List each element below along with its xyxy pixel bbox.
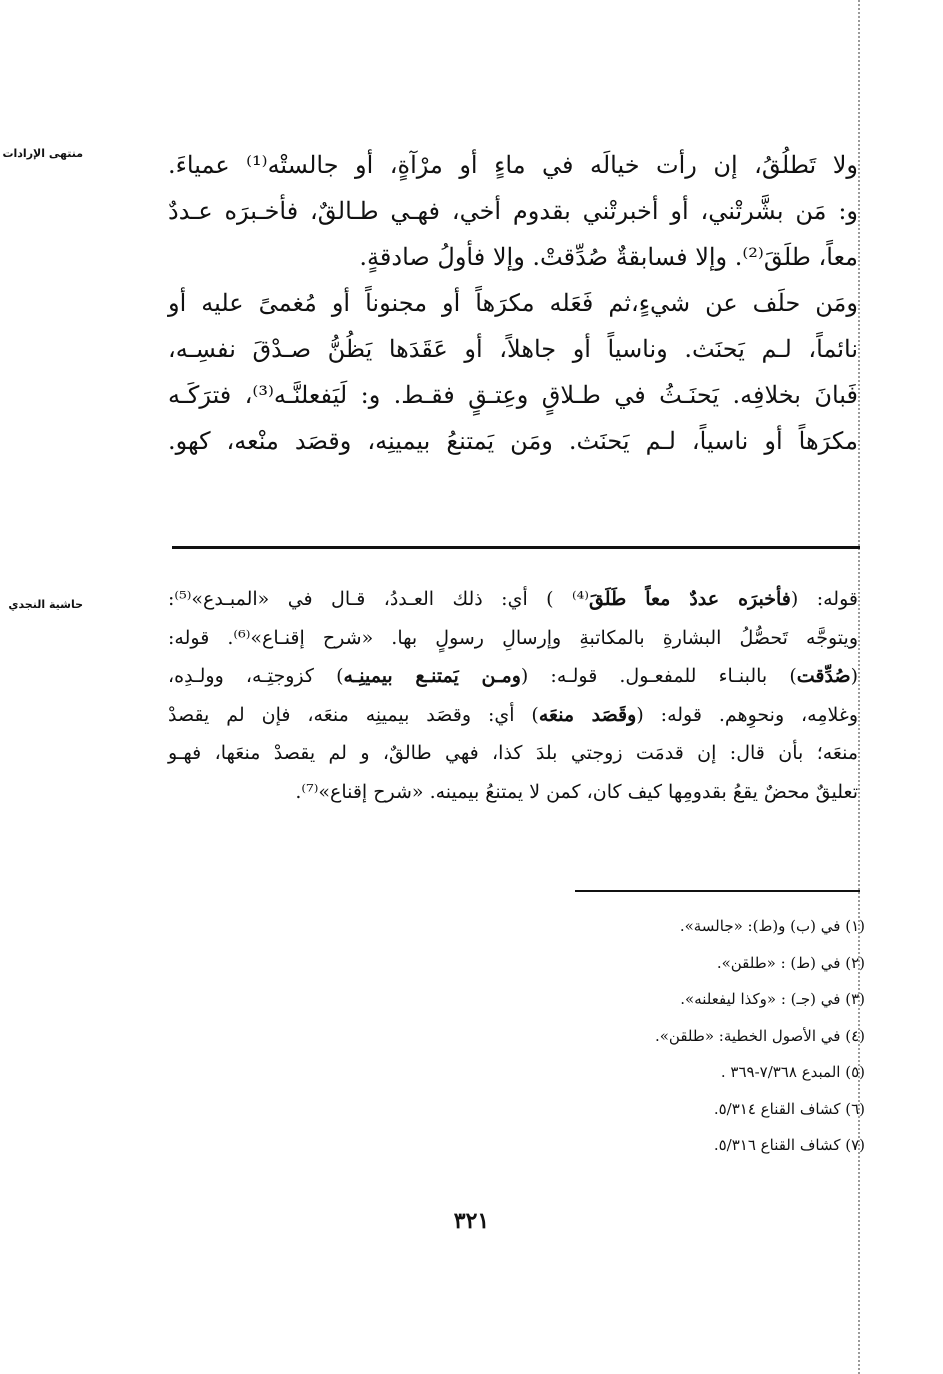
commentary-text: وغلامِه، ونحوِهم. قوله: ( [636, 703, 858, 726]
footnote-item: (١) في (ب) و(ط): «جالسة». [679, 917, 865, 935]
commentary-text: منعَه؛ بأن قال: إن قدمَت زوجتي بلدَ كذا، فهي طالقٌ، و لم يقصدْ منعَها، فهـو [168, 742, 858, 764]
footnote-item: (٦) كشاف القناع ٥/٣١٤. [713, 1099, 865, 1118]
footnote-item: (٧) كشاف القناع ٥/٣١٦. [713, 1136, 865, 1154]
quoted-phrase: فأخبرَه عددٌ معاً طَلَقَ [588, 588, 791, 610]
main-text-line: ولا تَطلُقُ، إن رأت خيالَه في ماءٍ أو مرْآةٍ، أو جالستْه⁽¹⁾ عمياءَ. [168, 151, 858, 179]
main-text-line: مكرَهاً أو ناسياً، لـم يَحنَث. ومَن يَمتنعُ بيمينِه، وقصَد منْعه، كهو. [168, 427, 858, 455]
quoted-phrase: وقَصَد منعَه [538, 703, 637, 726]
commentary-text: قوله: ( [790, 588, 858, 610]
margin-label-main: منتهى الإرادات [2, 147, 83, 160]
commentary-text: ( [850, 665, 859, 687]
main-text-line: ومَن حلَف عن شيءٍ،ثم فَعَله مكرَهاً أو مجنوناً أو مُغمىً عليه أو [168, 289, 858, 317]
commentary-text: ويتوجَّه تَحصُّلُ البشارةِ بالمكاتبةِ وإرسالِ رسولٍ بها. «شرح إقنـاع»⁽⁶⁾. قوله: [168, 626, 858, 649]
margin-dotted-rule [858, 0, 860, 1374]
quoted-phrase: ومـن يَمتنـع بيمينِـه [343, 665, 521, 687]
footnote-item: (٤) في الأصول الخطية: «طلقن». [654, 1026, 865, 1045]
commentary-text: ) بالبنـاء للمفعـول. قولـه: ( [520, 665, 797, 687]
footnote-item: (٥) المبدع ٧/٣٦٨-٣٦٩ . [720, 1063, 865, 1081]
footnote-item: (٢) في (ط) : «طلقن». [716, 953, 865, 972]
main-text-line: و: مَن بشَّرتْني، أو أخبرتْني بقدوم أخي، فهـي طـالقٌ، فأخـبرَه عـددٌ [168, 197, 858, 225]
margin-label-commentary: حاشية النجدي [8, 598, 83, 611]
main-text-line: فَبانَ بخلافِه. يَحنَـثُ في طـلاقٍ وعِتـقٍ فقـط. و: لَيَفعلنَّـه⁽³⁾، فترَكَـه [168, 381, 858, 409]
section-divider [172, 546, 860, 549]
main-text-line: نائماً، لـم يَحنَث. وناسياً أو جاهلاً، أو عَقَدَها يَظُنُّ صـدْقَ نفسِـه، [168, 335, 858, 363]
commentary-text: ) أي: وقصَد بيمينِه منعَه، فإن لم يقصدْ [168, 703, 539, 726]
commentary-text: ) كزوجتِـه، وولـدِه، [168, 665, 344, 687]
commentary-line [168, 734, 858, 773]
footnotes-block [655, 908, 865, 1164]
footnote-item: (٣) في (جـ) : «وكذا ليفعلنه». [680, 990, 865, 1008]
commentary-line [168, 657, 858, 696]
commentary-text: ⁽⁴⁾ ) أي: ذلك العـددُ، قـال في «المبـدع»⁽⁵⁾: [168, 588, 589, 610]
commentary-line [168, 580, 858, 619]
commentary-line [168, 773, 858, 812]
commentary-text: تعليقٌ محضٌ يقعُ بقدومِها كيف كان، كمن لا يمتنعُ بيمينه. «شرح إقناع»⁽⁷⁾. [295, 780, 858, 803]
footnote-divider [575, 890, 860, 892]
quoted-phrase: صُدِّقت [796, 665, 851, 687]
commentary-line [168, 619, 858, 658]
commentary-line [168, 696, 858, 735]
main-text-block [168, 142, 858, 464]
commentary-block [168, 580, 858, 811]
main-text-line: معاً، طلَقَ⁽²⁾. وإلا فسابقةٌ صُدِّقتْ. وإلا فأولُ صادقةٍ. [359, 243, 858, 271]
page-number: ٣٢١ [453, 1208, 490, 1234]
